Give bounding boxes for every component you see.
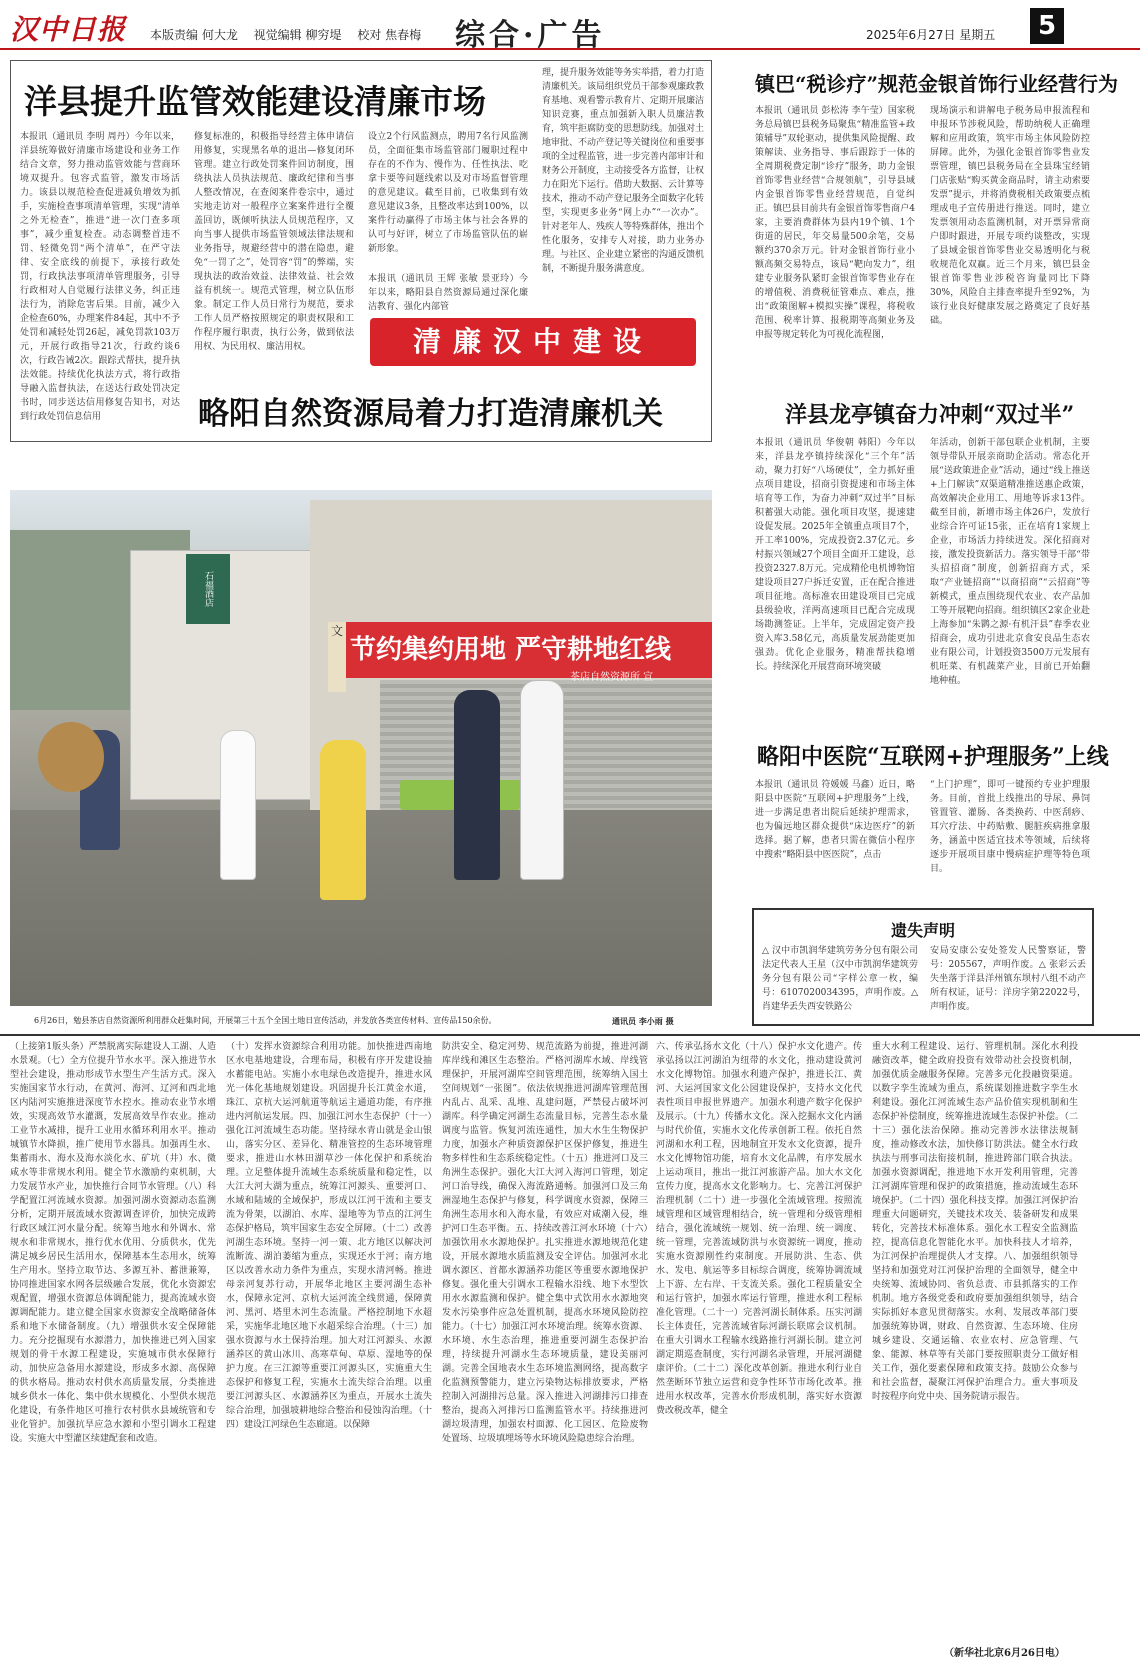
- photo-sign-wen: 文: [328, 622, 346, 692]
- article-yangxian-title: 洋县提升监管效能建设清廉市场: [24, 82, 486, 121]
- article-hospital-col1: 本报讯（通讯员 符媛媛 马鑫）近日，略阳县中医院“互联网+护理服务”上线，进一步满足患者出院后延续护理需求，也为偏远地区群众提供“床边医疗”的新选择。据了解，患者只需在微信小程序中搜索“略阳县中医医院”，点击: [755, 780, 915, 860]
- article-lueyang-col1: 理，提升服务效能等务实举措，着力打造清廉机关。该局组织党员干部参观廉政教育基地、观看警示教育片、定期开展廉洁知识竞赛，重点加强新入职人员廉洁教育，筑牢拒腐防变的思想防线。加强对土地审批、不动产登记等关键岗位和重要事项的全过程监管，进一步完善内部审计和财务公开制度，主动接受各方监督，让权力在阳光下运行。借助大数据、云计算等技术，推动不动产登记服务全面数字化转型，实现更多业务“网上办”“一次办”。针对老年人、残疾人等特殊群体，推出个性化服务，安排专人对接，助力业务办理。与社区、企业建立紧密的沟通反馈机制，不断提升服务满意度。: [542, 68, 704, 274]
- article-longting-col1: 本报讯（通讯员 华俊朝 韩阳）今年以来，洋县龙亭镇持续深化“三个年”活动，聚力打好“八场硬仗”，全力抓好重点项目建设，招商引资提速和市场主体培育等工作，为奋力冲刺“双过半”目标积蓄强大动能。强化项目攻坚，提速建设促发展。2025年全镇重点项目7个，开工率100%，完成投资2.37亿元。乡村振兴领域27个项目全面开工建设，总投资2327.8万元。完成精伦电机博物馆建设项目27户拆迁安置，正在配合推进项目征地。高标准农田建设项目已完成县级验收，洋两高速项目已配合完成现场勘测签证。上半年，完成固定资产投资入库3.58亿元，高质量发展劲能更加强劲。优化企业服务，精准帮扶稳增长。持续深化开展营商环境突破: [755, 438, 915, 672]
- bottom-col4: 六、传承弘扬水文化（十八）保护水文化遗产。传承弘扬以江河湖泊为纽带的水文化，推动建设黄河水文化博物馆。加强水利遗产保护，推进长江、黄河、大运河国家文化公园建设保护，支持水文化代表性项目申报世界遗产。加强水利遗产数字化保护及展示。（十九）传播水文化。深入挖掘水文化内涵与时代价值，实施水文化传承创新工程。依托自然河湖和水利工程，因地制宜开发水文化资源，提升水文化博物馆功能，培育水文化品牌，有序发展水上运动项目，推出一批江河旅游产品。加大水文化宣传力度，提高水文化影响力。七、完善江河保护治理机制（二十）进一步强化全流域管理。按照流域管理和区域管理相结合，统一管理和分级管理相结合，强化流域统一规划、统一治理、统一调度、统一管理，完善流域防洪与水资源统一调度，推动实施水资源刚性约束制度。开展防洪、生态、供水、发电、航运等多目标综合调度，统筹协调流域上下游、左右岸、干支流关系。强化工程质量安全和运行管护，加强水库运行管理，推进水利工程标准化管理。（二十一）完善河湖长制体系。压实河湖长主体责任，完善流域省际河湖长联席会议机制。在重大引调水工程输水线路推行河湖长制。建立河湖定期巡查制度，实行河湖名录管理，开展河湖健康评价。（二十二）深化改革创新。推进水利行业自然垄断环节独立运营和竞争性环节市场化改革。推进用水权改革，完善水价形成机制，落实好水资源费改税改革，健全: [656, 1042, 862, 1416]
- visual-credit: 视觉编辑 柳穷堤: [253, 28, 342, 42]
- article-lueyang-byline: 本报讯（通讯员 王辉 张敏 景亚玲）今年以来，略阳县自然资源局通过深化廉洁教育、强化内部管: [368, 274, 528, 312]
- article-longting-col2: 年活动，创新干部包联企业机制，主要领导带队开展亲商助企活动。常态化开展“送政策进企业”活动，通过“线上推送+上门解读”双渠道精准推送惠企政策，高效解决企业用工、用地等诉求13件。截至目前，新增市场主体26户，发放行业综合许可证15张，正在培育1家规上企业，市场活力持续迸发。深化招商对接，激发投资新活力。落实领导干部“带头招招商”制度，创新招商方式，采取“产业链招商”“以商招商”“云招商”等新模式，重点围绕现代农业、农产品加工等开展靶向招商。组织镇区2家企业赴上海参加“朱鹮之源·有机汗县”春季农业招商会，成功引进北京食安良品生态农业有限公司，计划投资3500万元发展有机旺菜、有机蔬菜产业，目前已开始翻地种植。: [930, 438, 1090, 686]
- editor-credit: 本版责编 何大龙: [150, 28, 238, 42]
- photo-shop-sign: 石福酒店: [186, 554, 230, 624]
- masthead: 汉中日报: [10, 13, 127, 46]
- article-yangxian-col3: 设立2个行风监测点，聘用7名行风监测员，全面征集市场监管部门履职过程中存在的不作为、慢作为、任性执法、吃拿卡要等问题线索以及对市场监督管理的意见建议。截至目前，已收集到有效意见建议3条，且整改率达到100%，以案件行动赢得了市场主体与社会各界的认可与好评，树立了市场监管队伍的崭新形象。: [368, 132, 528, 254]
- lost-notice-title: 遗失声明: [890, 921, 955, 940]
- article-yangxian-col2: 修复标准的，积极指导经营主体申请信用修复，实现黑名单的退出—修复闭环管理。建立行政处罚案件回访制度，围绕执法人员执法规范、廉政纪律和当事人整改情况，在查阅案件卷宗中，通过实地走访对一般程序立案案件进行全覆盖回访，既倾听执法人员规范程序，又向当事人提供市场监管领域法律法规和业务指导，规避经营中的潜在隐患，避免“一罚了之”，处罚容“罚”的弊端，实现执法的政治效益、法律效益、社会效益有机统一。规范式管理，树立队伍形象。制定工作人员日常行为规范，要求工作人员严格按照规定的职责权限和工作程序履行职责，执行公务，做到依法用权、为民用权、廉洁用权。: [194, 132, 354, 352]
- clean-hanzhong-banner: 清廉汉中建设: [370, 318, 696, 366]
- lost-notice-col2: 安局安康公安处签发人民警察证，警号：205567，声明作废。△ 张彩云丢失坐落于洋县洋州镇东坝村八组不动产所有权证，证号：洋房字第22022号，声明作废。: [930, 946, 1086, 1012]
- article-zhenba-title: 镇巴“税诊疗”规范金银首饰行业经营行为: [755, 72, 1119, 96]
- section-divider: [0, 1034, 1140, 1036]
- article-lueyang-title: 略阳自然资源局着力打造清廉机关: [198, 396, 663, 432]
- news-photo: [10, 490, 712, 1006]
- page-number: 5: [1030, 8, 1064, 44]
- article-longting-title: 洋县龙亭镇奋力冲刺“双过半”: [785, 402, 1075, 428]
- photo-person-3: [320, 740, 366, 900]
- bottom-col2: （十）发挥水资源综合利用功能。加快推进西南地区水电基地建设，合理布局，积极有序开发建设抽水蓄能电站。实施小水电绿色改造提升，推进水风光一体化基地规划建设。巩固提升长江黄金水道，珠江、京杭大运河航道等航运主通道功能，有序推进内河航运发展。四、加强江河水生态保护（十一）强化江河流域生态功能。坚持绿水青山就是金山银山，落实分区、差异化、精准管控的生态环境管理要求，推进山水林田湖草沙一体化保护和系统治理。立足整体提升流域生态系统质量和稳定性，以大江大河大湖为重点，统筹江河源头、重要河口、水域和陆域的全域保护，形成以江河干流和主要支流为骨架，以湖泊、水库、湿地等为节点的江河生态保护格局，筑牢国家生态安全屏障。（十二）改善河湖生态环境。坚持一河一策、北方地区以解决河流断流、湖泊萎缩为重点，实现还水于河；南方地区以改善水动力条件为重点，实现水清河畅。推进母亲河复苏行动，开展华北地区主要河湖生态补水，保障永定河、京杭大运河流全线贯通，保障黄河、黑河、塔里木河生态流量。严格控制地下水超采，实施华北地区地下水超采综合治理。（十三）加强水资源与水土保持治理。加大对江河源头、水源涵养区的黄山冰川、高寒草甸、草原、湿地等的保护力度。在三江源等重要江河源头区，实施重大生态保护和修复工程，实施水土流失综合治理。以重要江河源头区、水源涵养区为重点，开展水土流失综合治理，加强坡耕地综合整治和侵蚀沟治理。（十四）建设江河绿色生态廊道。以保障: [226, 1042, 432, 1430]
- photo-red-banner-sub: 茶店自然资源所 宣: [570, 672, 654, 683]
- article-hospital-title: 略阳中医院“互联网+护理服务”上线: [757, 744, 1109, 770]
- section-title: 综合·广告: [455, 18, 606, 53]
- lost-notice-col1: △ 汉中市凯润华建筑劳务分包有限公司法定代表人王星（汉中市凯润华建筑劳务分包有限公司“字样公章一枚，编号：6107020034395，声明作废。△ 肖建华丢失西安铁路公: [762, 946, 918, 1012]
- staff-credits: [150, 26, 433, 43]
- article-zhenba-col1: 本报讯（通讯员 彭松涛 李午莹）国家税务总局镇巴县税务局聚焦“精准监管+政策辅导”双轮驱动，提供集风险提醒、政策解读、业务指导、事后跟踪于一体的全周期税费定制“诊疗”服务，助力金银首饰零售业经营“合规领航”，引导县域内金银首饰零售业经营规范，自觉纠正。镇巴县目前共有金银首饰零售商户4家，主要消费群体为县内19个镇、1个街道的居民，年交易量500余笔，交易额约370余万元。针对金银首饰行业小额高频交易特点，该局“靶向发力”，组建专业服务队紧盯金银首饰零售业存在的增值税、消费税征管难点、难点，推出“政策图解+模拟实操”课程，将税收范围、税率计算、报税期等高频业务及申报等规定转化为可视化流程图，: [755, 106, 915, 340]
- proof-credit: 校对 焦春梅: [357, 28, 422, 42]
- bottom-col3: 防洪安全、稳定河势、规范流路为前提，推进河湖库岸线和滩区生态整治。严格河湖库水域、岸线管理保护，开展河湖库空间管理范围，统筹纳入国土空间规划“一张图”。依法依规推进河湖库管理范围内乱占、乱采、乱堆、乱建问题，严禁侵占破坏河湖库。科学确定河湖生态流量目标，完善生态水量调度与监管。恢复河流连通性，加大水生生物保护力度，加强水产种质资源保护区保护修复，推进生物多样性和生态系统稳定性。（十五）推进河口及三角洲生态保护。强化大江大河入海河口管理，划定河口治导线，确保入海流路通畅。加强河口及三角洲湿地生态保护与修复，科学调度水资源，保障三角洲生态用水和入海水量，有效应对咸潮入侵，维护河口生态平衡。五、持续改善江河水环境（十六）加强饮用水水源地保护。扎实推进水源地规范化建设，开展水源地水质监测及安全评估。加强河水北调水源区、首都水源涵养功能区等重要水源地保护修复。强化重大引调水工程输水沿线、地下水型饮用水水源监测和保护。健全集中式饮用水水源地突发水污染事件应急处置机制，提高水环境风险防控能力。（十七）加强江河水环境治理。统筹水资源、水环境、水生态治理，推进重要河湖生态保护治理，持续提升河湖水生态环境质量，建设美丽河湖。完善全国地表水生态环境监测网络，提高数字化监测预警能力，建立污染物达标排放要求，严格控制入河湖排污总量。深入推进入河湖排污口排查整治，提高入河排污口监测监管水平。持续推进河湖垃圾清理，加强农村面源、化工园区、危险废物处置场、垃圾填埋场等水环境风险隐患综合治理。: [442, 1042, 648, 1444]
- photo-person-2: [220, 730, 256, 880]
- bottom-col1: （上接第1版头条）严禁脱离实际建设人工湖、人造水景观。（七）全方位提升节水水平。深入推进节水型社会建设，推动形成节水型生产生活方式。深入实施国家节水行动，在黄河、海河、辽河和西北地区内陆河实施推进深度节水控水。推动农业节水增效，实现高效节水灌溉，发展高效旱作农业。推动工业节水减排，提升工业用水循环利用水平。推动城镇节水降损，推广使用节水器具。加强再生水、集蓄雨水、海水及海水淡化水、矿坑（井）水、微咸水等非常规水利用。健全节水激励约束机制，大力发展节水产业，加快推行合同节水管理。（八）科学配置江河流域水资源。加强河湖水资源动态监测分析，定期开展流域水资源调查评价，加快完成跨行政区域江河水量分配。统筹当地水和外调水、常规水和非常规水，推行优水优用、分质供水，优先满足城乡居民生活用水，保障基本生态用水，统筹生产用水。坚持立取节达、多源互补、蓄泄兼筹，协同推进国家水网各层级融合发展，优化水资源宏观配置，增强水资源总体调配能力，提高流域水资源调配能力。建立健全国家水资源安全战略储备体系和地下水储备制度。（九）增强供水安全保障能力。充分挖掘现有水源潜力，加快推进已列入国家规划的骨干水源工程建设，实施城市供水保障行动，加快应急备用水源建设，形成多水源、高保障的供水格局。推动农村供水高质量发展，分类推进城乡供水一体化、集中供水规模化、小型供水规范化建设，有条件地区可推行农村供水县域统管和专业化管护。加强抗旱应急水源和小型引调水工程建设。实施大中型灌区续建配套和改造。: [10, 1042, 216, 1444]
- bottom-col5: 重大水利工程建设、运行、管理机制。深化水利投融资改革，健全政府投资有效带动社会投资机制，加强优质金融服务保障。完善多元化投融资渠道。以数字孪生流域为重点，系统谋划推进数字孪生水利建设。强化江河流域生态产品价值实现机制和生态保护补偿制度，统筹推进流域生态保护补偿。（二十三）强化法治保障。推动完善涉水法律法规制度，推动修改水法，加快修订防洪法。健全水行政执法与刑事司法衔接机制，推进跨部门联合执法。加强水资源调配，推进地下水开发利用管理，完善江河湖库管理和保护的政策措施，推动流域生态环境保护。（二十四）强化科技支撑。加强江河保护治理重大问题研究，关键技术攻关、装备研发和成果转化，完善技术标准体系。强化水工程安全监测监控，提高信息化智能化水平。加快科技人才培养，为江河保护治理提供人才支撑。八、加强组织领导 坚持和加强党对江河保护治理的全面领导，健全中央统筹、流域协同、省负总责、市县抓落实的工作机制。地方各级党委和政府要加强组织领导，结合实际抓好本意见贯彻落实。水利、发展改革部门要加强统筹协调，财政、自然资源、生态环境、住房城乡建设、交通运输、农业农村、应急管理、气象、能源、林草等有关部门要按照职责分工做好相关工作，强化要素保障和政策支持。鼓励公众参与和社会监督，凝聚江河保护治理合力。重大事项及时按程序向党中央、国务院请示报告。: [872, 1042, 1078, 1402]
- xinhua-credit: （新华社北京6月26日电）: [944, 1648, 1065, 1659]
- article-zhenba-col2: 现场演示和讲解电子税务局申报流程和申报环节涉税风险，帮助纳税人正确理解和应用政策，筑牢市场主体风险防控屏障。此外，为强化金银首饰零售业发票管理，镇巴县税务局在全县珠宝经销门店张贴“购买黄金商品时，请主动索要发票”提示，并将消费税相关政策要点梳理成电子宣传册进行推送。同时，建立发票领用动态监测机制，对开票异常商户即时跟进，开展专项约谈整改，实现了县域金银首饰零售业交易透明化与税收规范化双赢。近三个月来，镇巴县金银首饰零售业涉税咨询量同比下降30%，风险自主排查率提升至92%，为该行业良好健康发展之路奠定了良好基础。: [930, 106, 1090, 326]
- photo-person-5: [520, 680, 564, 880]
- photo-basket: [38, 722, 104, 792]
- issue-date: 2025年6月27日 星期五: [866, 28, 996, 42]
- photo-credit: 通讯员 李小雨 摄: [612, 1016, 674, 1026]
- photo-red-banner: 节约集约用地 严守耕地红线: [340, 622, 712, 678]
- article-hospital-col2: “上门护理”，即可一键预约专业护理服务。目前，首批上线推出的导尿、鼻饲管置管、灌肠、各类换药、中医刮痧、耳穴疗法、中药贴敷、腿脏疾病推拿服务，涵盖中医适宜技术等领域，后续将逐步开展项目康中慢病症护理等特色项目。: [930, 780, 1090, 874]
- photo-caption: 6月26日，勉县茶店自然资源所利用群众赶集时间，开展第三十五个全国土地日宣传活动，并发放各类宣传材料、宣传品150余份。: [34, 1016, 497, 1025]
- photo-person-4: [454, 690, 500, 880]
- article-yangxian-col1: 本报讯（通讯员 李明 周丹）今年以来，洋县统筹做好清廉市场建设和业务工作结合文章，努力推动监管效能与营商环境双提升。包容式监管，激发市场活力。该县以规范检查促进减负增效为抓手，实施检查事项清单管理，实现“清单之外无检查”，推进“进一次门查多项事”，减少重复检查。动态调整首违不罚、轻微免罚“两个清单”，在严守法律、安全底线的前提下，承接行政处罚，行政执法事项清单管理服务，引导行政相对人自觉履行法律义务，纠正违法行为，消除危害后果。目前，减少入企检查60%，办理案件84起，其中不予处罚和减轻处罚26起，减免罚款103万元，开展行政指导21次，行政约谈6次，行政告诫2次。跟踪式帮扶，提升执法效能。持续优化执法方式，将行政指导融入监督执法，在送达行政处罚决定书时，同步送达信用修复告知书，对达到行政处罚信息信用: [20, 132, 180, 422]
